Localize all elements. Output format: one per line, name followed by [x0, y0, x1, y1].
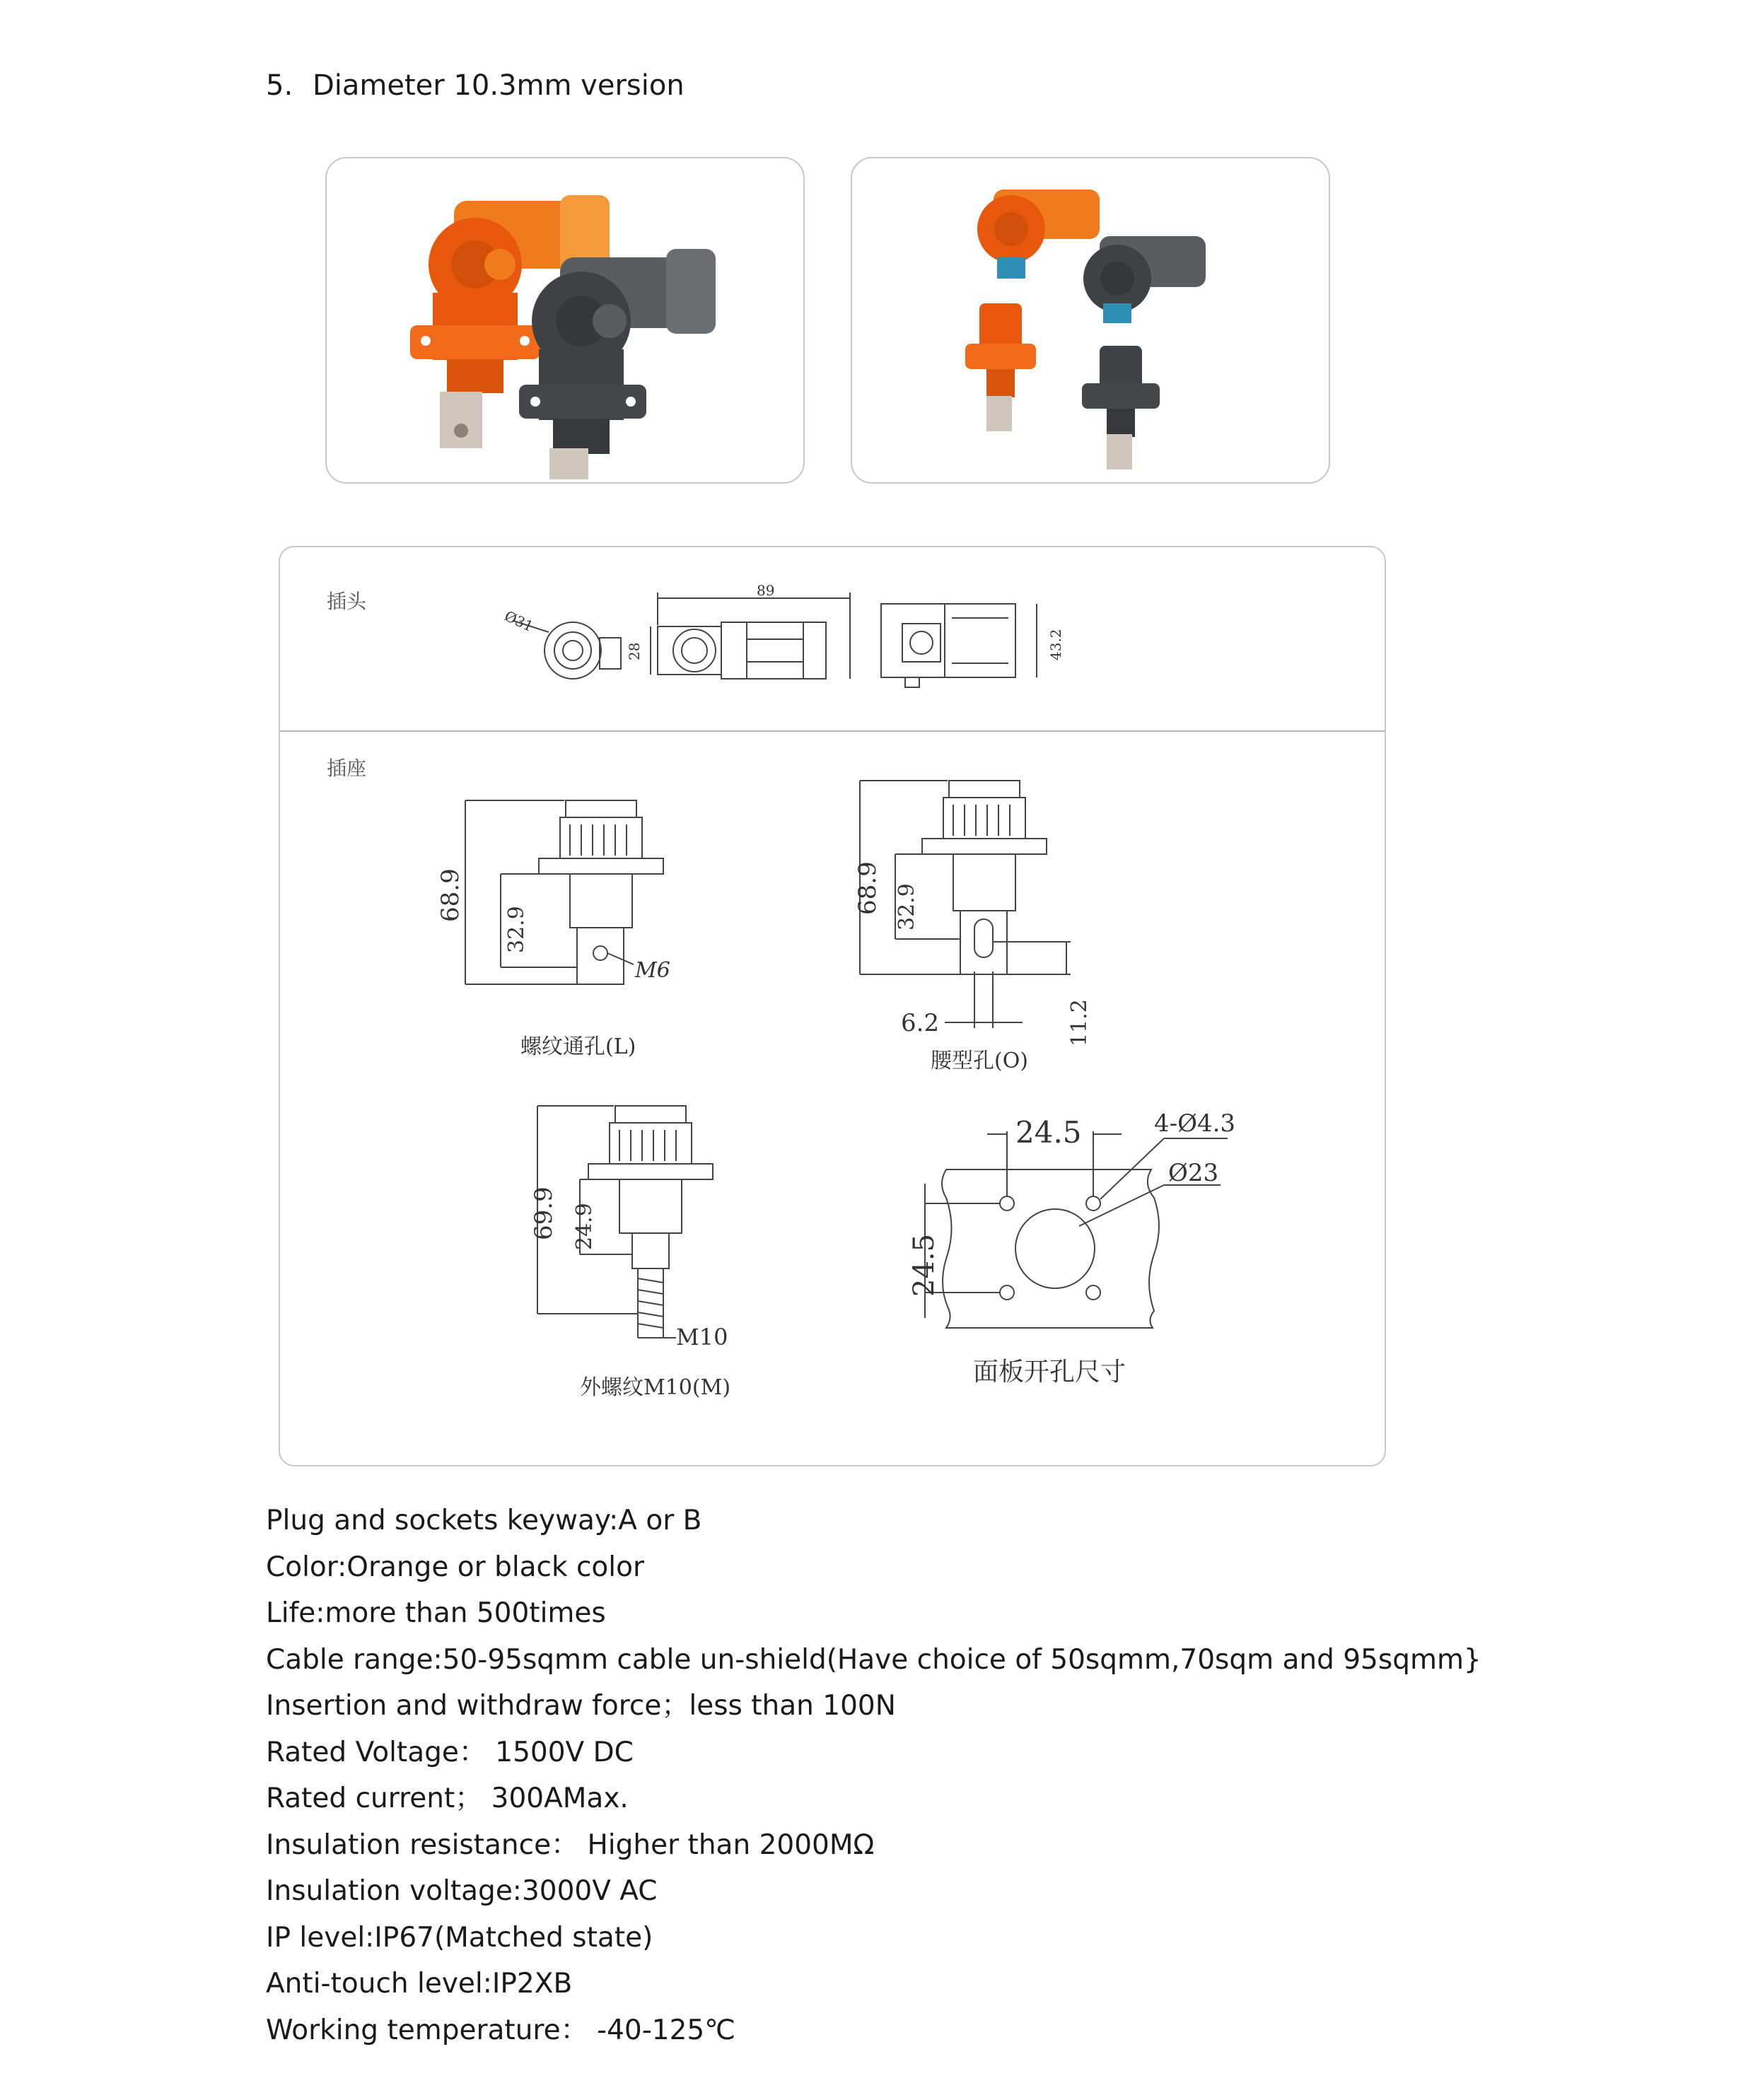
spec-rated-current: Rated current； 300AMax. — [266, 1783, 629, 1814]
photo-assembled-connectors — [325, 157, 805, 484]
socket-l-caption: 螺纹通孔(L) — [520, 1034, 636, 1059]
spec-life: Life:more than 500times — [266, 1597, 606, 1629]
connector-render-assembled — [327, 158, 803, 482]
socket-section-label: 插座 — [327, 757, 367, 780]
socket-m-thread-label: M10 — [676, 1324, 728, 1351]
spec-insulation-voltage: Insulation voltage:3000V AC — [266, 1875, 658, 1907]
plug-height-dimension: 28 — [626, 642, 643, 660]
section-number: 5. — [266, 69, 293, 102]
socket-l-thread-label: M6 — [635, 958, 670, 983]
orange-plug-image — [977, 189, 1100, 279]
socket-m-caption: 外螺纹M10(M) — [580, 1375, 731, 1400]
socket-o-caption: 腰型孔(O) — [931, 1049, 1029, 1073]
connector-render-exploded — [852, 158, 1329, 482]
black-socket-image — [1082, 346, 1160, 469]
socket-l-drawing — [465, 800, 663, 984]
black-connector-image — [519, 249, 716, 479]
spec-rated-voltage: Rated Voltage： 1500V DC — [266, 1736, 634, 1768]
technical-drawing-panel — [279, 546, 1386, 1466]
plug-length-dimension: 89 — [757, 582, 775, 599]
orange-socket-image — [965, 303, 1036, 431]
socket-m-total-dimension: 69.9 — [530, 1186, 558, 1240]
section-title: Diameter 10.3mm version — [313, 69, 685, 102]
socket-o-total-dimension: 68.9 — [854, 861, 882, 915]
black-plug-image — [1083, 236, 1206, 323]
plug-side-view — [651, 593, 850, 679]
dimension-drawing — [280, 547, 1385, 1465]
spec-keyway: Plug and sockets keyway:A or B — [266, 1505, 702, 1536]
plug-angle-dimension: Ø31 — [501, 607, 536, 636]
spec-cable-range: Cable range:50-95sqmm cable un-shield(Have choice of 50sqmm,70sqm and 95sqmm} — [266, 1643, 1481, 1676]
spec-anti-touch-level: Anti-touch level:IP2XB — [266, 1968, 573, 2000]
plug-top-view — [881, 604, 1037, 687]
socket-o-drawing — [860, 781, 1071, 1028]
socket-l-total-dimension: 68.9 — [436, 868, 465, 922]
panel-pitch-x-dimension: 24.5 — [1015, 1115, 1082, 1150]
panel-pitch-y-dimension: 24.5 — [908, 1233, 940, 1297]
spec-color: Color:Orange or black color — [266, 1551, 645, 1583]
specifications-list — [266, 1498, 1481, 2053]
plug-total-height-dimension: 43.2 — [1047, 629, 1064, 660]
spec-ip-level: IP level:IP67(Matched state) — [266, 1921, 653, 1954]
panel-holes-dimension: 4-Ø4.3 — [1154, 1109, 1236, 1138]
spec-insertion-force: Insertion and withdraw force；less than 100N — [266, 1690, 896, 1722]
plug-section-label: 插头 — [327, 590, 367, 613]
photo-disassembled-connectors — [851, 157, 1330, 484]
panel-center-dimension: Ø23 — [1168, 1159, 1219, 1187]
panel-caption: 面板开孔尺寸 — [973, 1358, 1126, 1387]
socket-o-partial-dimension: 32.9 — [895, 883, 919, 931]
socket-l-partial-dimension: 32.9 — [504, 906, 529, 953]
socket-m-partial-dimension: 24.9 — [572, 1203, 597, 1250]
socket-m-drawing — [537, 1106, 713, 1338]
spec-working-temperature: Working temperature： -40-125℃ — [266, 2014, 736, 2046]
spec-insulation-resistance: Insulation resistance： Higher than 2000MΩ — [266, 1828, 875, 1861]
section-heading — [266, 69, 685, 102]
socket-o-slot-width-dimension: 6.2 — [901, 1009, 940, 1037]
socket-o-slot-height-dimension: 11.2 — [1067, 999, 1092, 1046]
